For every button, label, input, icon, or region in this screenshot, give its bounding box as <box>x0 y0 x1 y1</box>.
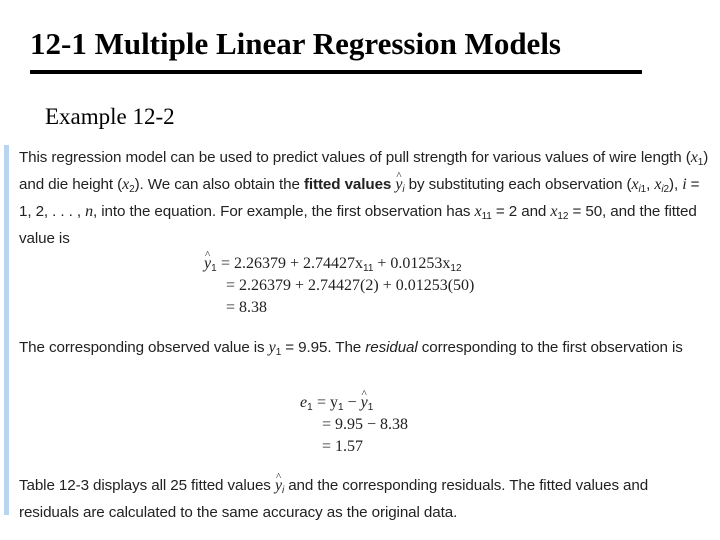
equation-line: = 9.95 − 8.38 <box>322 416 409 433</box>
paragraph-fitted-values: This regression model can be used to predict values of pull strength for various values of wire length $(x_1)$ and die height $(x_2)$. We can also obtain the fitted values y $\^{}_i$ by substituting each observation ($x_{i1}$, $x_{i2}$), i = 1, 2, . . . , n, into the equation. For example, the first observation has $x_{11} = 2$ and $x_{12} = 50$, and the fitted value is <box>19 147 712 250</box>
equation-line: = 8.38 <box>226 299 268 316</box>
example-label: Example 12-2 <box>45 104 175 129</box>
equation-line: $e_1 = y_1 - y$ $\^{}_1$ <box>300 392 408 414</box>
fitted-value-equation <box>204 253 474 319</box>
equation-line: y $\^{}_1 = 2.26379 + 2.74427x_{11} + 0.01253x_{12}$ <box>204 253 474 275</box>
residual-equation <box>300 392 408 458</box>
paragraph-residual: The corresponding observed value is $y_1 = 9.95$. The residual corresponding to the first observation is <box>19 339 683 358</box>
paragraph-table-reference: Table 12-3 displays all 25 fitted values y $\^{}_i$ and the corresponding residuals. The fitted values and residuals are calculated to the same accuracy as the original data. <box>19 475 712 524</box>
sidebar-accent <box>4 145 9 515</box>
title-underline <box>30 70 642 74</box>
equation-line: = 2.26379 + 2.74427(2) + 0.01253(50) <box>226 277 475 294</box>
equation-line: = 1.57 <box>322 438 364 455</box>
page-title: 12-1 Multiple Linear Regression Models <box>30 26 561 61</box>
